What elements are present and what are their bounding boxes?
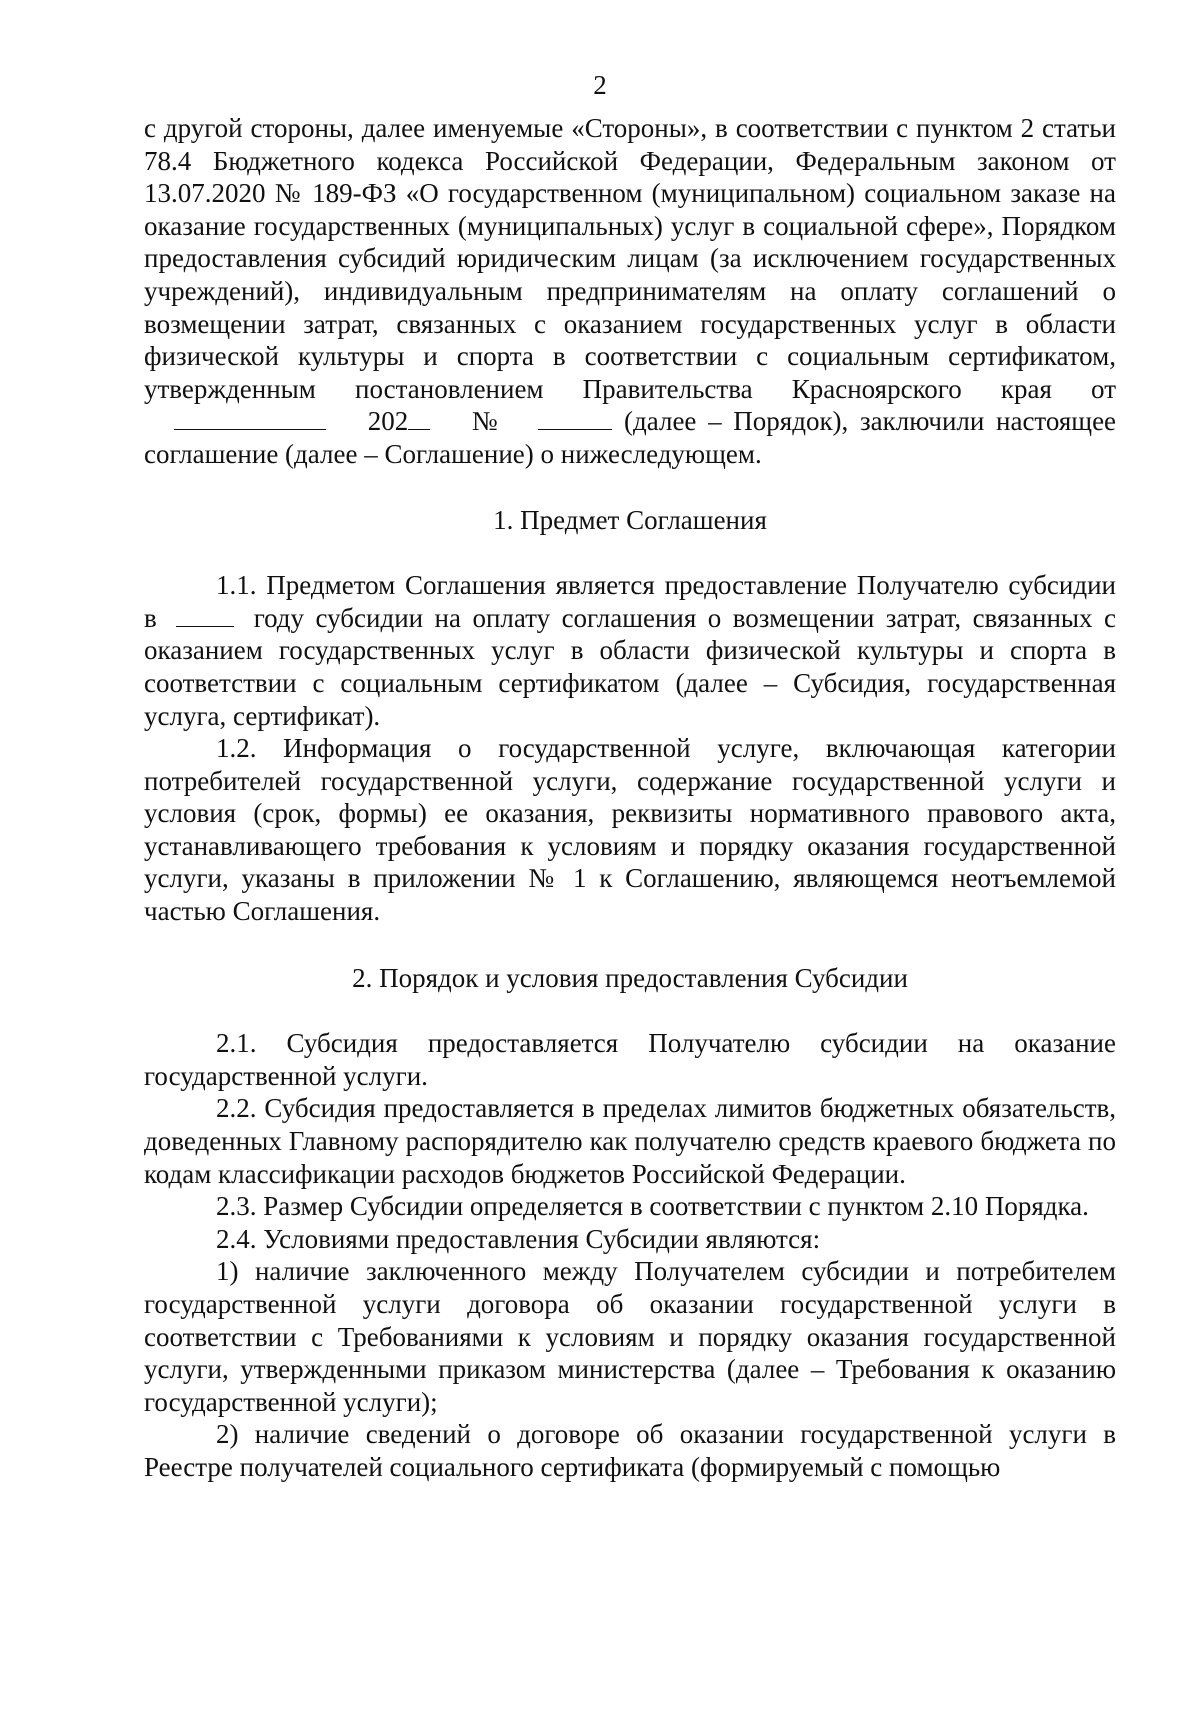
section-1-heading: 1. Предмет Соглашения — [493, 504, 767, 535]
document-body — [144, 112, 1116, 1484]
clause-2-3: 2.3. Размер Субсидии определяется в соответствии с пунктом 2.10 Порядка. — [216, 1191, 1089, 1222]
clause-1-1-text: 1.1. Предметом Соглашения является предоставление Получателю субсидии в — [144, 570, 1116, 633]
spacer — [144, 994, 1116, 1027]
clause-1-1-text-continued: году субсидии на оплату соглашения о возмещении затрат, связанных с оказанием государственных услуг в области физической культуры и спорта в соответствии с социальным сертификатом (далее – Субсидия, государственная услуга, сертификат). — [144, 602, 1117, 731]
year-blank — [408, 407, 430, 430]
number-sign: № — [471, 406, 503, 437]
clause-2-4-item-2: 2) наличие сведений о договоре об оказании государственной услуги в Реестре получателей социального сертификата (формируемый с помощью — [144, 1419, 1116, 1482]
clause-1-2: 1.2. Информация о государственной услуге, включающая категории потребителей государственной услуги, содержание государственной услуги и условия (срок, формы) ее оказания, реквизиты нормативного правового акта, устанавливающего требования к условиям и порядку оказания государственной услуги, указаны в приложении № 1 к Соглашению, являющемся неотъемлемой частью Соглашения. — [144, 733, 1116, 927]
number-blank — [538, 407, 612, 430]
year-blank-field — [176, 604, 234, 627]
intro-text-continued: (далее – Порядок), заключили настоящее соглашение (далее – Соглашение) о нижеследующем. — [144, 406, 1117, 469]
clause-1-1 — [144, 569, 1116, 732]
intro-text: с другой стороны, далее именуемые «Стороны», в соответствии с пунктом 2 статьи 78.4 Бюджетного кодекса Российской Федерации, Федеральным законом от 13.07.2020 № 189-ФЗ «О государственном (муниципальном) социальном заказе на оказание государственных (муниципальных) услуг в социальной сфере», Порядком предоставления субсидий юридическим лицам (за исключением государственных учреждений), индивидуальным предпринимателям на оплату соглашений о возмещении затрат, связанных с оказанием государственных услуг в области физической культуры и спорта в соответствии с социальным сертификатом, утвержденным постановлением Правительства Красноярского края от — [144, 113, 1116, 404]
clause-2-1: 2.1. Субсидия предоставляется Получателю субсидии на оказание государственной услуги. — [144, 1028, 1116, 1091]
date-blank — [174, 407, 326, 430]
spacer — [144, 536, 1116, 569]
clause-2-4-item-1: 1) наличие заключенного между Получателем субсидии и потребителем государственной услуги договора об оказании государственной услуги в соответствии с Требованиями к условиям и порядку оказания государственной услуги, утвержденными приказом министерства (далее – Требования к оказанию государственной услуги); — [144, 1256, 1116, 1417]
spacer — [144, 928, 1116, 962]
section-2-heading: 2. Порядок и условия предоставления Субсидии — [352, 962, 908, 993]
clause-2-2: 2.2. Субсидия предоставляется в пределах лимитов бюджетных обязательств, доведенных Главному распорядителю как получателю средств краевого бюджета по кодам классификации расходов бюджетов Российской Федерации. — [144, 1093, 1116, 1189]
intro-paragraph — [144, 112, 1116, 471]
clause-2-4: 2.4. Условиями предоставления Субсидии являются: — [216, 1223, 821, 1254]
year-prefix: 202 — [367, 406, 409, 437]
page-number: 2 — [593, 70, 607, 100]
spacer — [144, 471, 1116, 504]
